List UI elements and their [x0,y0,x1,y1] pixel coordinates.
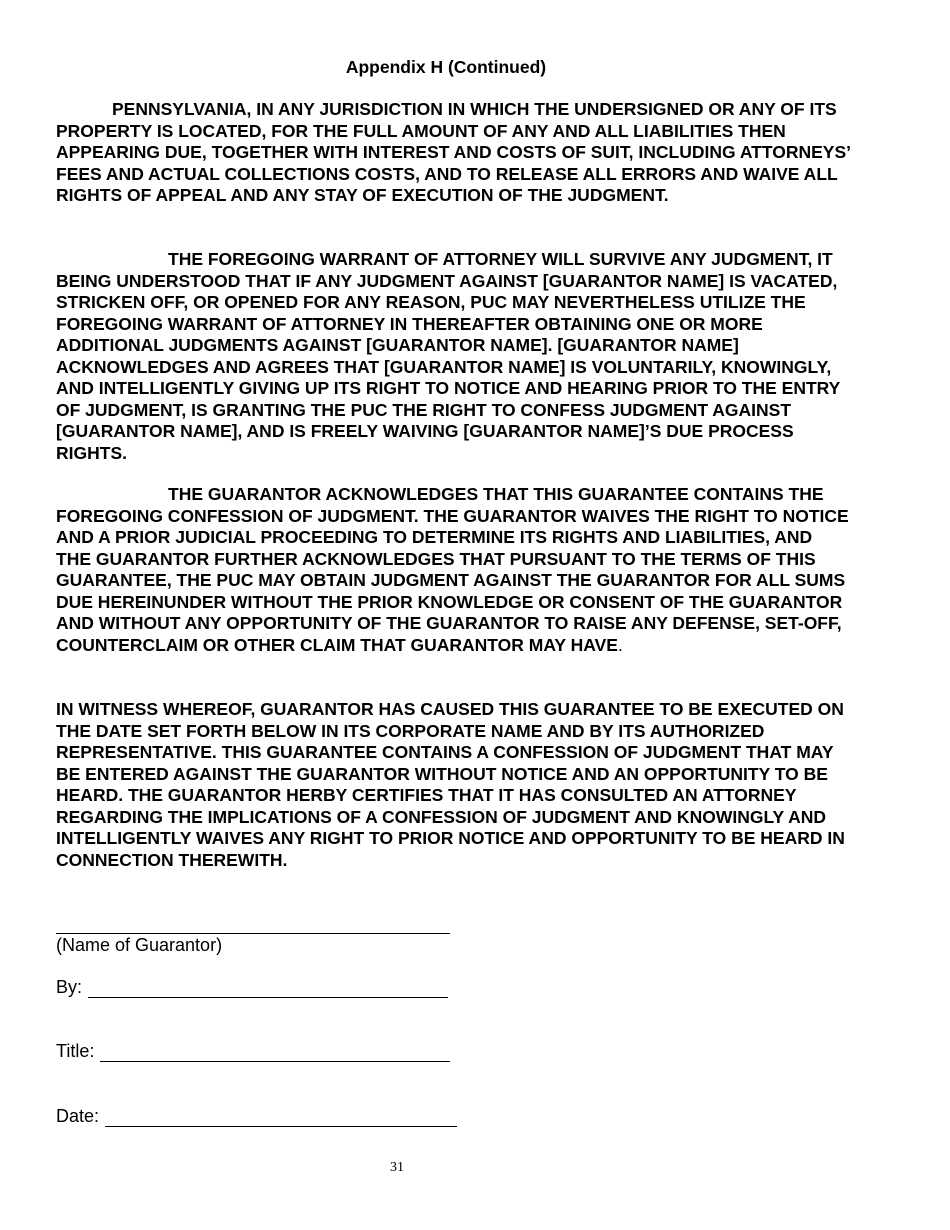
date-signature-line[interactable] [105,1107,457,1127]
paragraph-confession-text: THE GUARANTOR ACKNOWLEDGES THAT THIS GUARANTEE CONTAINS THE FOREGOING CONFESSION OF JUDGMENT. THE GUARANTOR WAIVES THE RIGHT TO NOTICE AND A PRIOR JUDICIAL PROCEEDING TO DETERMINE ITS RIGHTS AND LIABILITIES, AND THE GUARANTOR FURTHER ACKNOWLEDGES THAT PURSUANT TO THE TERMS OF THIS GUARANTEE, THE PUC MAY OBTAIN JUDGMENT AGAINST THE GUARANTOR FOR ALL SUMS DUE HEREINUNDER WITHOUT THE PRIOR KNOWLEDGE OR CONSENT OF THE GUARANTOR AND WITHOUT ANY OPPORTUNITY OF THE GUARANTOR TO RAISE ANY DEFENSE, SET-OFF, COUNTERCLAIM OR OTHER CLAIM THAT GUARANTOR MAY HAVE [56,484,849,655]
by-label: By: [56,977,83,997]
by-field[interactable] [56,976,448,998]
title-field[interactable] [56,1040,450,1062]
by-signature-line[interactable] [88,978,448,998]
title-signature-line[interactable] [100,1042,450,1062]
paragraph-confession-period: . [617,634,623,655]
paragraph-judgment-jurisdiction: PENNSYLVANIA, IN ANY JURISDICTION IN WHICH THE UNDERSIGNED OR ANY OF ITS PROPERTY IS LOCATED, FOR THE FULL AMOUNT OF ANY AND ALL LIABILITIES THEN APPEARING DUE, TOGETHER WITH INTEREST AND COSTS OF SUIT, INCLUDING ATTORNEYS’ FEES AND ACTUAL COLLECTIONS COSTS, AND TO RELEASE ALL ERRORS AND WAIVE ALL RIGHTS OF APPEAL AND ANY STAY OF EXECUTION OF THE JUDGMENT. [56,99,851,205]
paragraph-warrant-of-attorney: THE FOREGOING WARRANT OF ATTORNEY WILL SURVIVE ANY JUDGMENT, IT BEING UNDERSTOOD THAT IF ANY JUDGMENT AGAINST [GUARANTOR NAME] IS VACATED, STRICKEN OFF, OR OPENED FOR ANY REASON, PUC MAY NEVERTHELESS UTILIZE THE FOREGOING WARRANT OF ATTORNEY IN THEREAFTER OBTAINING ONE OR MORE ADDITIONAL JUDGMENTS AGAINST [GUARANTOR NAME]. [GUARANTOR NAME] ACKNOWLEDGES AND AGREES THAT [GUARANTOR NAME] IS VOLUNTARILY, KNOWINGLY, AND INTELLIGENTLY GIVING UP ITS RIGHT TO NOTICE AND HEARING PRIOR TO THE ENTRY OF JUDGMENT, IS GRANTING THE PUC THE RIGHT TO CONFESS JUDGMENT AGAINST [GUARANTOR NAME], AND IS FREELY WAIVING [GUARANTOR NAME]’S DUE PROCESS RIGHTS. [56,249,841,463]
guarantor-name-label: (Name of Guarantor) [56,935,223,955]
paragraph-confession-acknowledgement [56,484,851,656]
page-number: 31 [390,1160,404,1175]
date-label: Date: [56,1106,100,1126]
page-title: Appendix H (Continued) [345,57,547,77]
title-label: Title: [56,1041,95,1061]
date-field[interactable] [56,1105,457,1127]
paragraph-in-witness-whereof: IN WITNESS WHEREOF, GUARANTOR HAS CAUSED THIS GUARANTEE TO BE EXECUTED ON THE DATE SET FORTH BELOW IN ITS CORPORATE NAME AND BY ITS AUTHORIZED REPRESENTATIVE. THIS GUARANTEE CONTAINS A CONFESSION OF JUDGMENT THAT MAY BE ENTERED AGAINST THE GUARANTOR WITHOUT NOTICE AND AN OPPORTUNITY TO BE HEARD. THE GUARANTOR HERBY CERTIFIES THAT IT HAS CONSULTED AN ATTORNEY REGARDING THE IMPLICATIONS OF A CONFESSION OF JUDGMENT AND KNOWINGLY AND INTELLIGENTLY WAIVES ANY RIGHT TO PRIOR NOTICE AND OPPORTUNITY TO BE HEARD IN CONNECTION THEREWITH. [56,699,845,870]
